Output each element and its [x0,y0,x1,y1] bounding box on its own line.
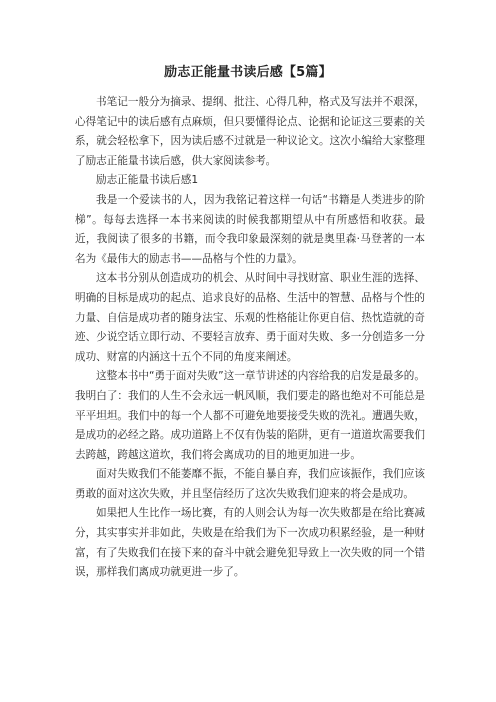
section-heading: 励志正能量书读后感1 [96,174,199,187]
paragraph: 如果把人生比作一场比赛，有的人则会认为每一次失败都是在给比赛减分，其实事实并非如此，失败是在给我们为下一次成功积累经验，是一种财富，有了失败我们在接下来的奋斗中就会避免犯导致上一次失败的同一个错误，那样我们离成功就更进一步了。 [75,507,425,579]
paragraph: 这整本书中“勇于面对失败”这一章节讲述的内容给我的启发是最多的。我明白了：我们的人生不会永远一帆风顺，我们要走的路也绝对不可能总是平平坦坦。我们中的每一个人都不可避免地要接受失败的洗礼。遭遇失败，是成功的必经之路。成功道路上不仅有伪装的陷阱，更有一道道坎需要我们去跨越，跨越这道坎，我们将会离成功的目的地更加进一步。 [75,370,425,461]
paragraph: 这本书分别从创造成功的机会、从时间中寻找财富、职业生涯的选择、明确的目标是成功的起点、追求良好的品格、生活中的智慧、品格与个性的力量、自信是成功者的随身法宝、乐观的性格能让你更自信、热忱造就的奇迹、少说空话立即行动、不要轻言放弃、勇于面对失败、多一分创造多一分成功、财富的内涵这十五个不同的角度来阐述。 [75,272,425,363]
document-title: 励志正能量书读后感【5篇】 [164,65,332,80]
paragraph: 我是一个爱读书的人，因为我铭记着这样一句话“书籍是人类进步的阶梯”。每每去选择一本书来阅读的时候我都期望从中有所感悟和收获。最近，我阅读了很多的书籍，而令我印象最深刻的就是奥里森·马登著的一本名为《最伟大的励志书——品格与个性的力量》。 [75,193,425,265]
paragraph-intro: 书笔记一般分为摘录、提纲、批注、心得几种，格式及写法并不艰深，心得笔记中的读后感有点麻烦，但只要懂得论点、论据和论证这三要素的关系，就会轻松拿下，因为读后感不过就是一种议论文。这次小编给大家整理了励志正能量书读后感，供大家阅读参考。 [75,96,425,167]
paragraph: 面对失败我们不能萎靡不振，不能自暴自弃，我们应该振作，我们应该勇敢的面对这次失败，并且坚信经历了这次失败我们迎来的将会是成功。 [75,468,425,500]
document-body [75,93,425,583]
